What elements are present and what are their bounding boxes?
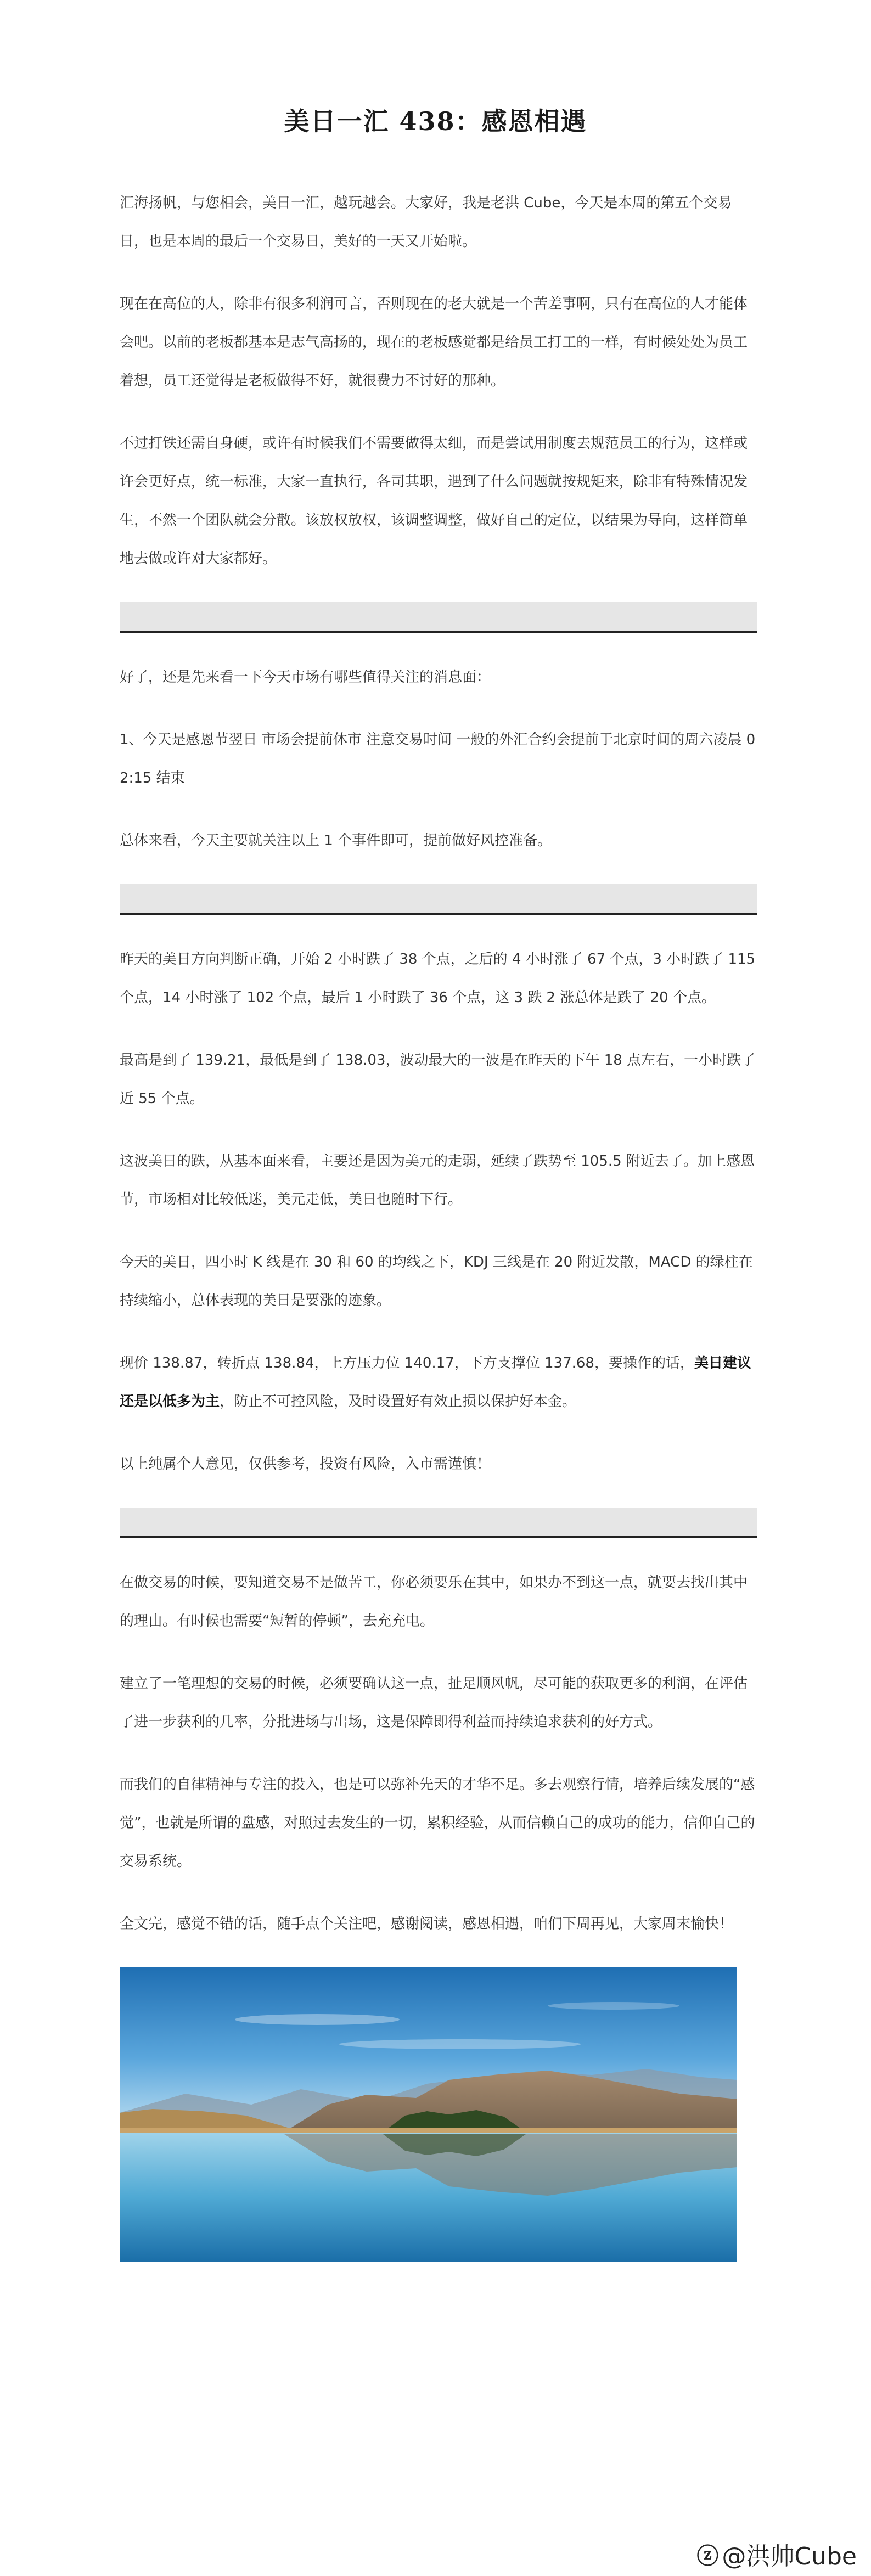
- section-divider: [120, 602, 757, 633]
- levels-text-end: ，防止不可控风险，及时设置好有效止损以保护好本金。: [220, 1393, 577, 1410]
- author-watermark: [696, 2536, 857, 2572]
- paragraph-discipline: 而我们的自律精神与专注的投入，也是可以弥补先天的才华不足。多去观察行情，培养后续发展的“感觉”，也就是所谓的盘感，对照过去发生的一切，累积经验，从而信赖自己的成功的能力，信仰自己的交易系统。: [120, 1776, 755, 1870]
- paragraph-fundamentals: 这波美日的跌，从基本面来看，主要还是因为美元的走弱，延续了跌势至 105.5 附近去了。加上感恩节，市场相对比较低迷，美元走低，美日也随时下行。: [120, 1153, 755, 1208]
- section-divider: [120, 884, 757, 915]
- paragraph-range: 最高是到了 139.21，最低是到了 138.03，波动最大的一波是在昨天的下午 18 点左右，一小时跌了近 55 个点。: [120, 1052, 756, 1107]
- zhihu-logo-icon: ⓩ: [696, 2543, 719, 2569]
- paragraph-closing: 全文完，感觉不错的话，随手点个关注吧，感谢阅读，感恩相遇，咱们下周再见，大家周末愉快！: [120, 1916, 734, 1932]
- article-title: 美日一汇 438：感恩相遇: [284, 106, 587, 136]
- levels-advice-bold: 美日建议还是以低多为主: [120, 1355, 751, 1410]
- paragraph-news-summary: 总体来看，今天主要就关注以上 1 个事件即可，提前做好风控准备。: [120, 833, 552, 849]
- paragraph-news-item: 1、今天是感恩节翌日 市场会提前休市 注意交易时间 一般的外汇合约会提前于北京时间的周六凌晨 02:15 结束: [120, 732, 756, 786]
- paragraph-boss: 现在在高位的人，除非有很多利润可言，否则现在的老大就是一个苦差事啊，只有在高位的人才能体会吧。以前的老板都基本是志气高扬的，现在的老板感觉都是给员工打工的一样，有时候处处为员工着想，员工还觉得是老板做得不好，就很费力不讨好的那种。: [120, 296, 748, 389]
- paragraph-news-intro: 好了，还是先来看一下今天市场有哪些值得关注的消息面：: [120, 669, 491, 685]
- watermark-text: @洪帅Cube: [722, 2543, 857, 2571]
- paragraph-intro: 汇海扬帆，与您相会，美日一汇，越玩越会。大家好，我是老洪 Cube，今天是本周的第五个交易日，也是本周的最后一个交易日，美好的一天又开始啦。: [120, 195, 732, 250]
- section-divider: [120, 1508, 757, 1538]
- paragraph-management: 不过打铁还需自身硬，或许有时候我们不需要做得太细，而是尝试用制度去规范员工的行为，这样或许会更好点，统一标准，大家一直执行，各司其职，遇到了什么问题就按规矩来，除非有特殊情况发生，不然一个团队就会分散。该放权放权，该调整调整，做好自己的定位，以结果为导向，这样简单地去做或许对大家都好。: [120, 435, 748, 567]
- article-body: [120, 184, 757, 2262]
- paragraph-disclaimer: 以上纯属个人意见，仅供参考，投资有风险，入市需谨慎！: [120, 1456, 491, 1472]
- levels-text: 现价 138.87，转折点 138.84，上方压力位 140.17，下方支撑位 137.68，要操作的话，: [120, 1355, 694, 1371]
- landscape-photo: [120, 1967, 737, 2262]
- paragraph-review: 昨天的美日方向判断正确，开始 2 小时跌了 38 个点，之后的 4 小时涨了 67 个点，3 小时跌了 115 个点，14 小时涨了 102 个点，最后 1 小时跌了 36 个点，这 3 跌 2 涨总体是跌了 20 个点。: [120, 951, 756, 1006]
- paragraph-trading-profit: 建立了一笔理想的交易的时候，必须要确认这一点，扯足顺风帆，尽可能的获取更多的利润，在评估了进一步获利的几率，分批进场与出场，这是保障即得利益而持续追求获利的好方式。: [120, 1675, 748, 1730]
- paragraph-levels: [120, 1344, 757, 1421]
- paragraph-trading-joy: 在做交易的时候，要知道交易不是做苦工，你必须要乐在其中，如果办不到这一点，就要去找出其中的理由。有时候也需要“短暂的停顿”，去充充电。: [120, 1574, 748, 1629]
- paragraph-technicals: 今天的美日，四小时 K 线是在 30 和 60 的均线之下，KDJ 三线是在 20 附近发散，MACD 的绿柱在持续缩小，总体表现的美日是要涨的迹象。: [120, 1254, 753, 1309]
